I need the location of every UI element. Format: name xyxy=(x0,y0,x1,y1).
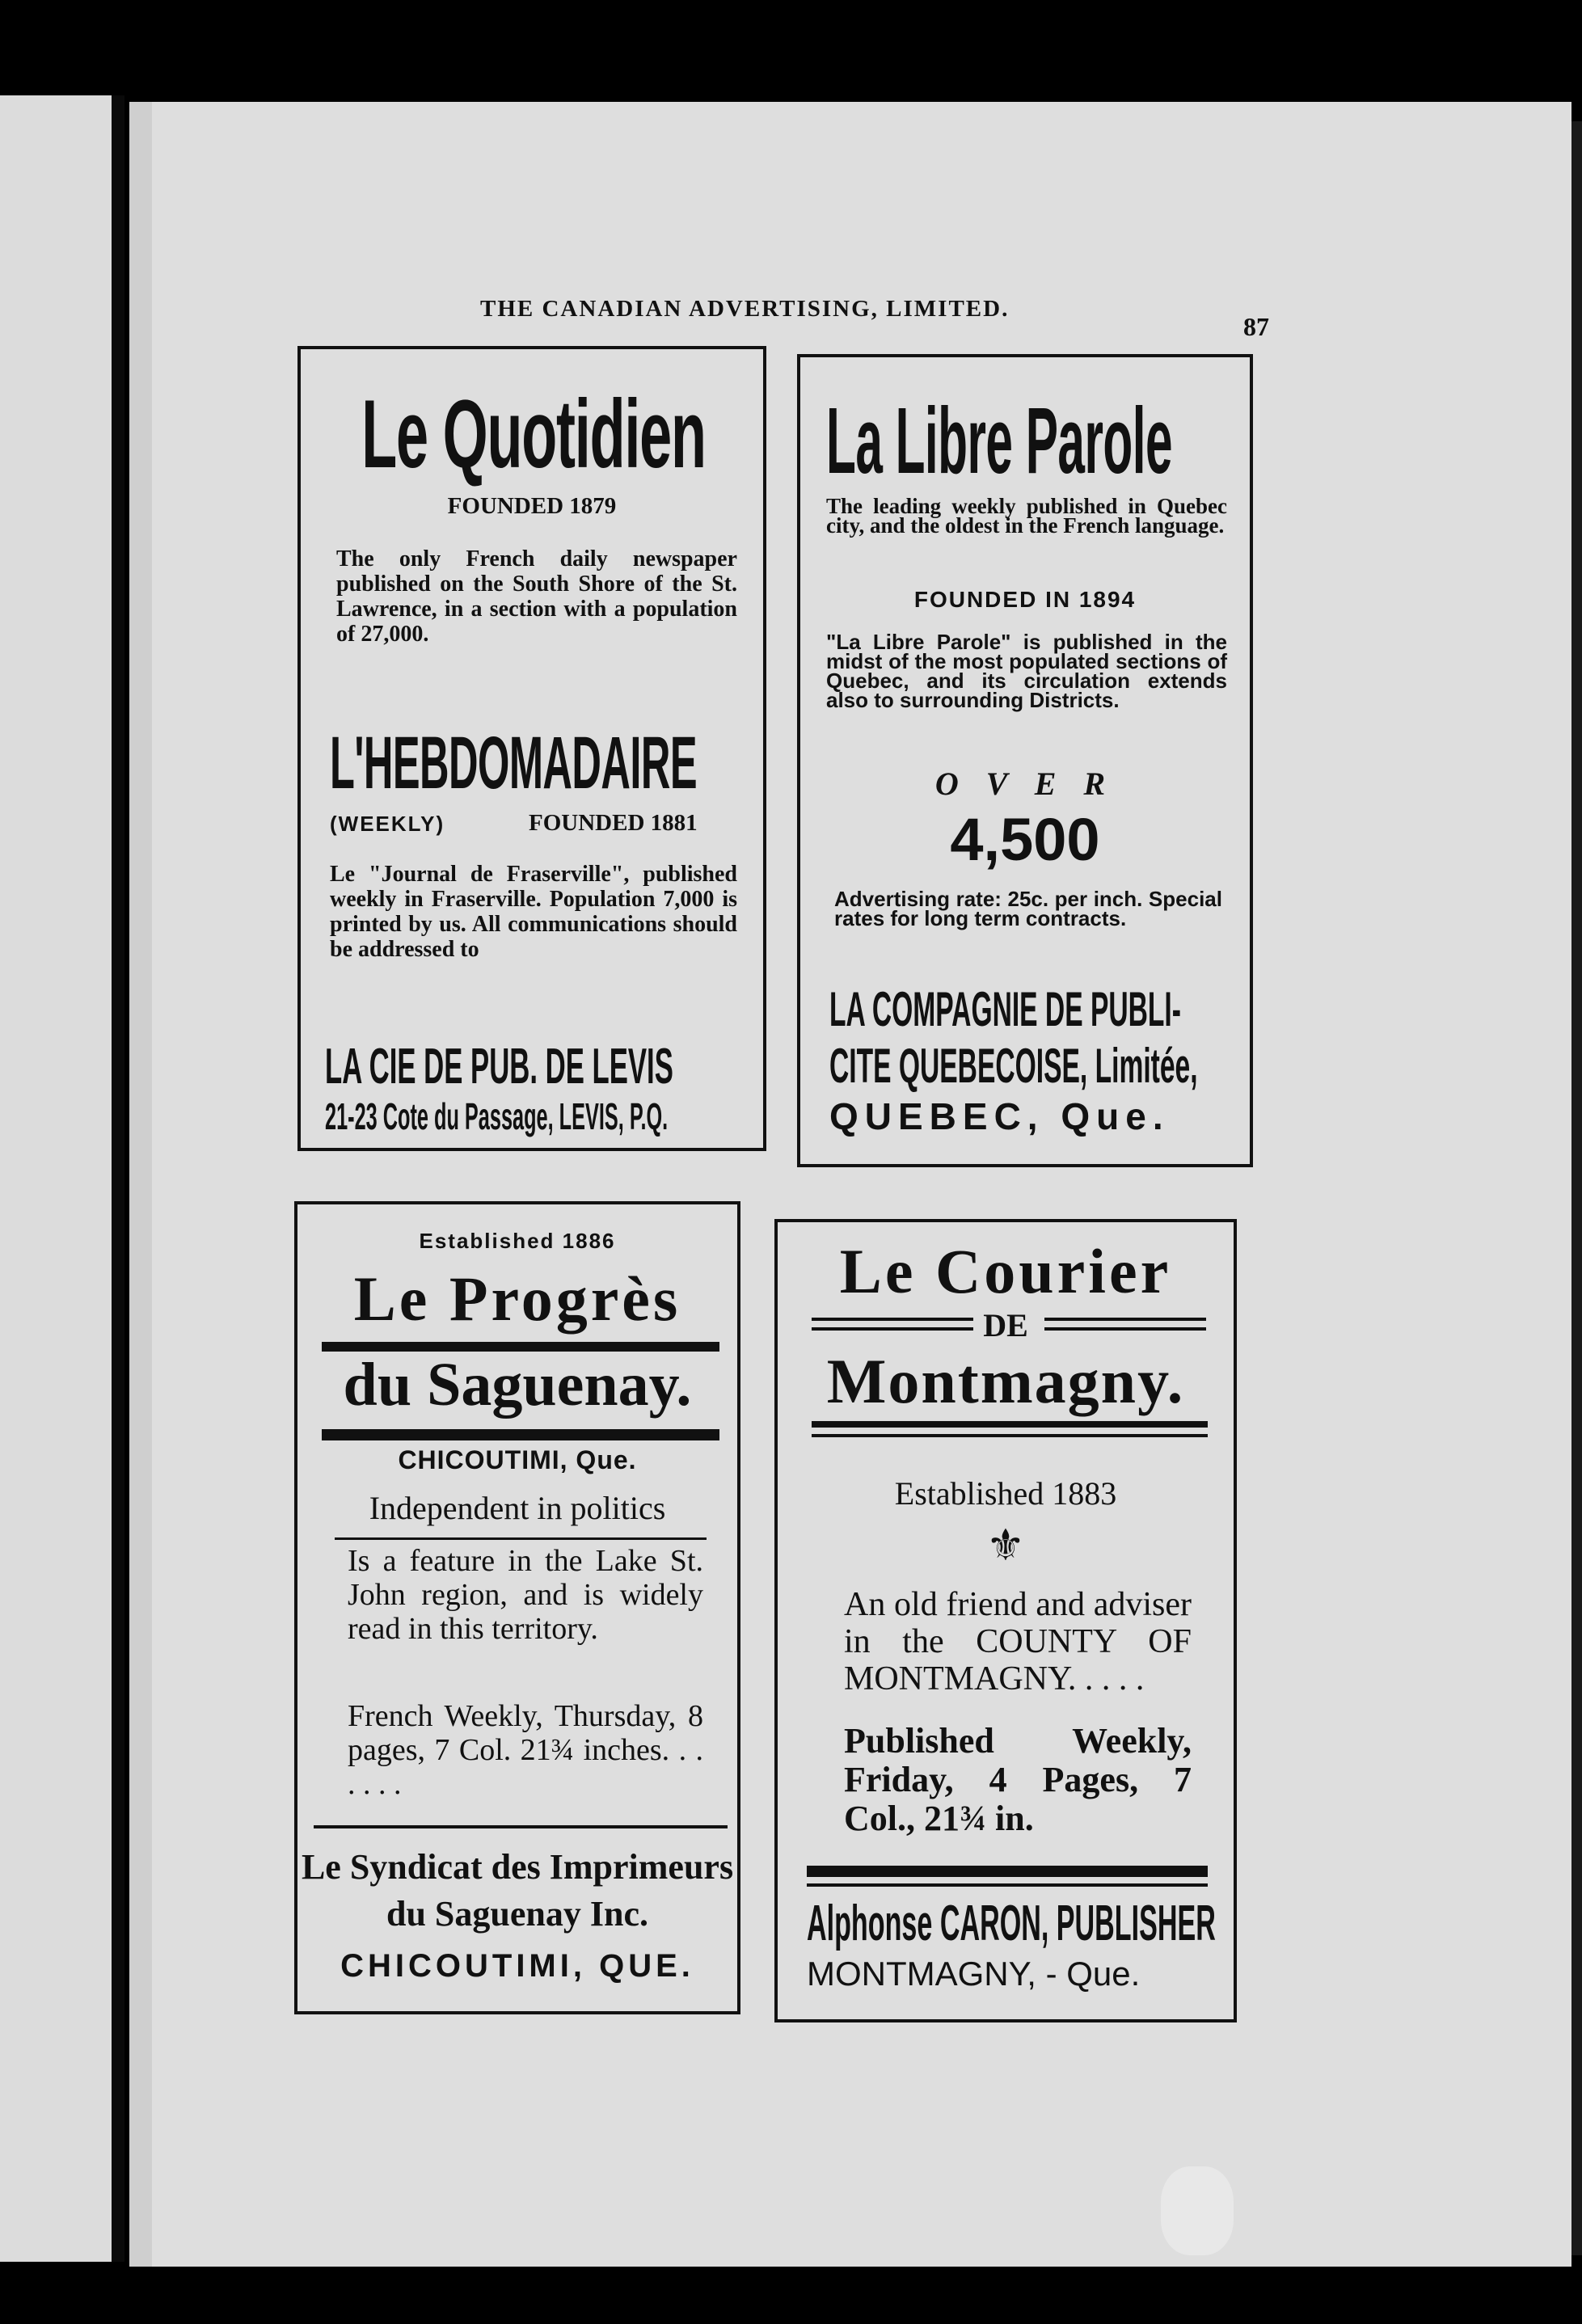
over-label: O V E R xyxy=(934,766,1116,802)
page-gutter xyxy=(112,95,124,2262)
progres-title-2: du Saguenay. xyxy=(343,1351,692,1419)
left-facing-page xyxy=(0,95,112,2262)
courier-established: Established 1883 xyxy=(894,1475,1117,1512)
courier-title-2: Montmagny. xyxy=(826,1346,1185,1416)
running-header: THE CANADIAN ADVERTISING, LIMITED. xyxy=(480,296,1010,322)
courier-title-1: Le Courier xyxy=(839,1236,1172,1306)
page-edge xyxy=(1571,121,1582,2255)
circulation-figure: 4,500 xyxy=(950,806,1100,873)
libre-parole-description: The leading weekly published in Quebec city, and the oldest in the French language. xyxy=(826,494,1227,538)
courier-de: DE xyxy=(983,1307,1028,1343)
progres-publisher-city: CHICOUTIMI, QUE. xyxy=(340,1948,694,1984)
page-number: 87 xyxy=(1243,312,1269,341)
courier-publisher: Alphonse CARON, PUBLISHER xyxy=(807,1896,1216,1951)
progres-established: Established 1886 xyxy=(419,1229,616,1253)
title-underline-2 xyxy=(322,1429,719,1440)
quotidien-founded: FOUNDED 1879 xyxy=(447,493,617,519)
courier-description: An old friend and adviser in the COUNTY OF MONTMAGNY. . . . . xyxy=(844,1586,1192,1698)
hebdomadaire-title: L'HEBDOMADAIRE xyxy=(330,722,698,804)
divider-2 xyxy=(807,1883,1208,1887)
title-underline-2 xyxy=(812,1434,1208,1437)
libre-parole-city: QUEBEC, Que. xyxy=(829,1095,1170,1137)
progres-title-1: Le Progrès xyxy=(353,1263,681,1334)
progres-description: Is a feature in the Lake St. John region, and is widely read in this territory. xyxy=(348,1544,703,1646)
quotidien-address: 21-23 Cote du Passage, LEVIS, P.Q. xyxy=(325,1095,669,1137)
libre-parole-description-2: "La Libre Parole" is published in the midst of the most populated sections of Quebec, and its circulation extends also to surrounding Districts. xyxy=(826,630,1227,712)
ad-le-progres-du-saguenay xyxy=(294,1201,740,2014)
quotidien-company: LA CIE DE PUB. DE LEVIS xyxy=(325,1039,673,1095)
divider xyxy=(314,1825,728,1828)
title-underline xyxy=(812,1421,1208,1428)
quotidien-description: The only French daily newspaper published on the South Shore of the St. Lawrence, in a section with a population of 27,000. xyxy=(336,546,737,647)
libre-parole-founded: FOUNDED IN 1894 xyxy=(913,587,1137,612)
double-rule-right xyxy=(1044,1327,1206,1331)
progres-politics: Independent in politics xyxy=(369,1490,666,1526)
progres-publisher-2: du Saguenay Inc. xyxy=(386,1894,648,1934)
weekly-label: (WEEKLY) xyxy=(330,812,445,836)
ad-le-courier-de-montmagny xyxy=(774,1219,1237,2022)
courier-city: MONTMAGNY, - Que. xyxy=(807,1955,1141,1993)
divider xyxy=(335,1537,707,1540)
advertising-rates: Advertising rate: 25c. per inch. Special rates for long term contracts. xyxy=(834,887,1222,930)
progres-publisher-1: Le Syndicat des Imprimeurs xyxy=(301,1847,734,1887)
double-rule-right xyxy=(1044,1318,1206,1321)
weekly-description: Le "Journal de Fraserville", published weekly in Fraserville. Population 7,000 is printed by us. All communications should be addressed to xyxy=(330,862,737,962)
page-crease xyxy=(129,102,152,2267)
ad-le-quotidien xyxy=(297,346,766,1151)
libre-parole-title: La Libre Parole xyxy=(826,388,1172,493)
weekly-founded: FOUNDED 1881 xyxy=(529,810,698,836)
ad-la-libre-parole xyxy=(797,354,1253,1167)
progres-city: CHICOUTIMI, Que. xyxy=(398,1445,637,1474)
libre-parole-company-2: CITE QUEBECOISE, Limitée, xyxy=(829,1039,1198,1093)
quotidien-title: Le Quotidien xyxy=(361,380,706,488)
divider xyxy=(807,1866,1208,1877)
fleur-de-lis-icon: ⚜ xyxy=(985,1521,1026,1570)
libre-parole-company-1: LA COMPAGNIE DE PUBLI- xyxy=(829,982,1181,1036)
progres-details: French Weekly, Thursday, 8 pages, 7 Col. 21¾ inches. . . . . . . xyxy=(348,1699,703,1801)
courier-details: Published Weekly, Friday, 4 Pages, 7 Col., 21¾ in. xyxy=(844,1721,1192,1838)
paper-damage xyxy=(1161,2166,1234,2255)
